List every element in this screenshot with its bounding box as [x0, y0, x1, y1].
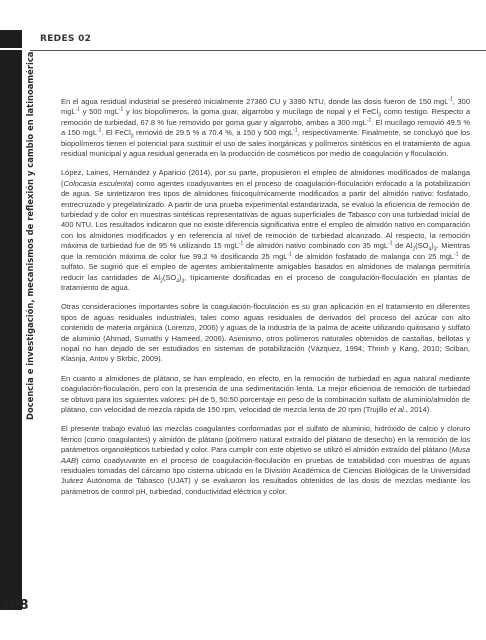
header-rule	[30, 50, 486, 51]
left-margin-bar	[0, 50, 22, 610]
header-marker-block	[0, 30, 22, 48]
paragraph-2: López, Laines, Hernández y Aparicio (2014), por su parte, propusieron el empleo de almidones modificados de malanga (Colocasia esculenta) como agentes coadyuvantes en el proceso de coagulación-floculación enfocado a la potabilización de agua. Se sintetizaron tres tipos de almidones fisicoquímicamente modificados a partir del almidón nativo: fosfatado, entrecruzado y pregelatinizado. A partir de una prueba experimental estandarizada, se evaluó la eficiencia de remoción de turbiedad y de color en muestras sintéticas representativas de aguas superficiales de Tabasco con una turbiedad inicial de 400 NTU. Los resultados indicaron que no existe diferencia significativa entre el empleo de almidón nativo en comparación con los almidones modificados y en referencia al nivel de remoción de turbiedad alcanzado. Al respecto, la remoción máxima de turbiedad fue de 95 % utilizando 15 mgL$^{-1}$ de almidón nativo combinado con 35 mgL$^{-1}$ de $Al_2(SO_4)_3$. Mientras que la remoción máxima de color fue 99.2 % dosificando 25 mgL$^{-1}$ de almidón fosfatado de malanga con 25 mgL$^{-1}$ de sulfato. Se sugirió que el empleo de agentes ambientalmente amigables basados en almidones de malanga permitiría reducir las cantidades de $Al_2(SO_4)_3$, típicamente dosificadas en el proceso de coagulación-floculación en plantas de tratamiento de agua.	[61, 168, 470, 292]
page-number: 108	[1, 598, 29, 613]
vertical-book-title: Docencia e investigación, mecanismos de reflexión y cambio en latinoamérica	[25, 51, 35, 420]
body-text	[61, 97, 470, 506]
paragraph-3: Otras consideraciones importantes sobre la coagulación-floculación es su gran aplicación en el tratamiento en diferentes tipos de aguas residuales industriales, tales como aguas residuales de derivados del proceso del azúcar con alto contenido de materia orgánica (Lorenzo, 2006) y aguas de la industria de la palma de aceite utilizando quitosano y sulfato de aluminio (Ahmad, Sumathi y Hameed, 2006). Asimismo, otros polímeros naturales obtenidos de castañas, bellotas y nopal no han dejado de ser estudiados en sistemas de potabilización (Vázquez, 1994; Thrinh y Kang, 2010; Sciban, Klasnja, Antov y Skrbic, 2009).	[61, 302, 470, 364]
paragraph-1: En el agua residual industrial se presentó inicialmente 27360 CU y 3390 NTU, donde las dosis fueron de 150 mgL$^{-1}$, 300 mgL$^{-1}$ y 500 mgL$^{-1}$ y los biopolímeros, la goma guar, algarrobo y mucílago de nopal y el FeCl$_3$ como testigo. Respecto a remoción de turbiedad, 67.8 % fue removido por goma guar y algarrobo, ambas a 300 mgL$^{-1}$. El mucílago removió 49.5 % a 150 mgL$^{-1}$. El FeCl$_3$ removió de 29.5 % a 70.4 %, a 150 y 500 mgL$^{-1}$, respectivamente. Finalmente, se concluyó que los biopolímeros tienen el potencial para sustituir el uso de sales inorgánicas y polímeros sintéticos en el tratamiento de agua residual municipal y agua residual generada en la producción de cosméticos por medio de coagulación y floculación.	[61, 96, 471, 159]
paragraph-5: El presente trabajo evaluó las mezclas coagulantes conformadas por el sulfato de aluminio, hidróxido de calcio y cloruro férrico (como coagulantes) y almidón de plátano (polímero natural extraído del plátano de desecho) en la remoción de los parámetros organolépticos turbiedad y color. Para cumplir con este objetivo se utilizó el almidón extraído del plátano (Musa AAB) como coadyuvante en el proceso de coagulación-floculación en pruebas de tratabilidad con muestras de aguas residuales tomadas del cárcamo tipo cisterna ubicado en la División Académica de Ciencias Biológicas de la Universidad Juárez Autónoma de Tabasco (UJAT) y se evaluaron los resultados obtenidos de las dosis de mezclas mediante los parámetros de control pH, turbiedad, conductividad eléctrica y color.	[61, 424, 470, 496]
paragraph-4: En cuanto a almidones de plátano, se han empleado, en efecto, en la remoción de turbiedad en agua natural mediante coagulación-floculación, pero con la presencia de una sedimentación lenta. La mejor eficiencia de remoción de turbiedad se obtuvo para los siguientes valores: pH de 5, 50:50 porcentaje en peso de la combinación sulfato de aluminio/almidón de plátano, con velocidad de mezcla rápida de 150 rpm, velocidad de mezcla lenta de 20 rpm (Trujillo et al., 2014).	[61, 373, 470, 414]
series-title: REDES 02	[40, 34, 92, 44]
